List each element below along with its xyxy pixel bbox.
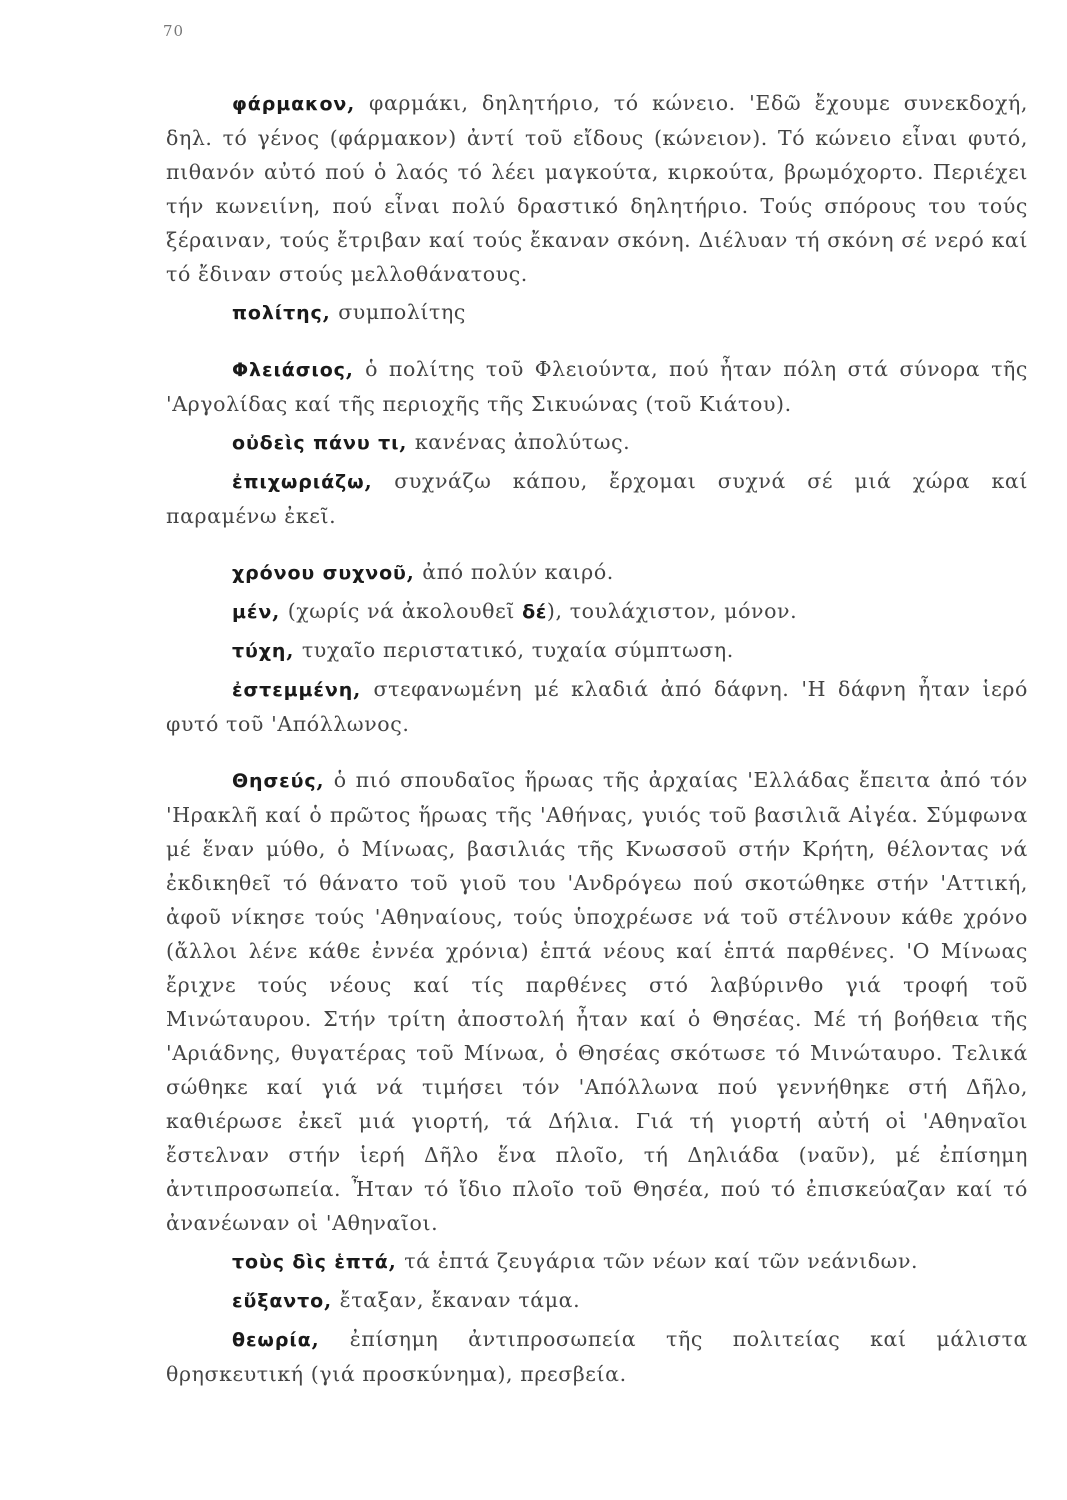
entry-definition: τά ἑπτά ζευγάρια τῶν νέων καί τῶν νεάνιδων. (404, 1249, 919, 1273)
glossary-entry: μέν, (χωρίς νά ἀκολουθεῖ δέ), τουλάχιστον, μόνον. (232, 599, 798, 623)
entry-term: χρόνου συχνοῦ (232, 562, 407, 584)
entry-definition: κανένας ἀπολύτως. (414, 430, 631, 454)
entry-term: φάρμακον (232, 93, 348, 115)
entry-definition: ἀπό πολύν καιρό. (422, 560, 614, 584)
entry-definition: ἐπίσημη ἀντιπροσωπεία τῆς πολιτείας καί μάλιστα θρησκευτική (γιά προσκύνημα), πρεσβεία. (166, 1327, 1028, 1386)
inline-term: δέ (522, 601, 547, 623)
entry-term: Φλειάσιος (232, 359, 346, 381)
glossary-entry: εὔξαντο, ἔταξαν, ἔκαναν τάμα. (232, 1288, 581, 1312)
glossary-entry: οὐδεὶς πάνυ τι, κανένας ἀπολύτως. (232, 430, 631, 454)
glossary-entry: τοὺς δὶς ἑπτά, τά ἑπτά ζευγάρια τῶν νέων καί τῶν νεάνιδων. (232, 1249, 919, 1273)
entry-term: μέν (232, 601, 273, 623)
entry-term: εὔξαντο (232, 1290, 325, 1312)
entry-term: τύχη (232, 640, 287, 662)
page-number: 70 (163, 22, 185, 40)
entry-term: ἐστεμμένη (232, 679, 354, 701)
entry-definition: ἔταξαν, ἔκαναν τάμα. (339, 1288, 581, 1312)
entry-term: τοὺς δὶς ἑπτά (232, 1251, 389, 1273)
entry-term: Θησεύς (232, 770, 317, 792)
glossary-entry: τύχη, τυχαῖο περιστατικό, τυχαία σύμπτωση. (232, 638, 734, 662)
entry-definition: τυχαῖο περιστατικό, τυχαία σύμπτωση. (301, 638, 734, 662)
entry-definition: φαρμάκι, δηλητήριο, τό κώνειο. 'Εδῶ ἔχουμε συνεκδοχή, δηλ. τό γένος (φάρμακον) ἀντί τοῦ εἴδους (κώνειον). Τό κώνειο εἶναι φυτό, πιθανόν αὐτό πού ὁ λαός τό λέει μαγκούτα, κιρκούτα, βρωμόχορτο. Περιέχει τήν κωνειίνη, πού εἶναι πολύ δραστικό δηλητήριο. Τούς σπόρους του τούς ξέραιναν, τούς ἔτριβαν καί τούς ἔκαναν σκόνη. Διέλυαν τή σκόνη σέ νερό καί τό ἔδιναν στούς μελλοθάνατους. (166, 91, 1028, 286)
glossary-entry: πολίτης, συμπολίτης (232, 300, 466, 324)
entry-definition: συμπολίτης (338, 300, 466, 324)
glossary-entry: Θησεύς, ὁ πιό σπουδαῖος ἥρωας τῆς ἀρχαίας 'Ελλάδας ἔπειτα ἀπό τόν 'Ηρακλῆ καί ὁ πρῶτος ἥρωας τῆς 'Αθήνας, γυιός τοῦ βασιλιᾶ Αἰγέα. Σύμφωνα μέ ἕναν μύθο, ὁ Μίνωας, βασιλιάς τῆς Κνωσσοῦ στήν Κρήτη, θέλοντας νά ἐκδικηθεῖ τό θάνατο τοῦ γιοῦ του 'Ανδρόγεω πού σκοτώθηκε στήν 'Αττική, ἀφοῦ νίκησε τούς 'Αθηναίους, τούς ὑποχρέωσε νά τοῦ στέλνουν κάθε χρόνο (ἄλλοι λένε κάθε ἐννέα χρόνια) ἑπτά νέους καί ἑπτά παρθένες. 'Ο Μίνωας ἔριχνε τούς νέους καί τίς παρθένες στό λαβύρινθο γιά τροφή τοῦ Μινώταυρου. Στήν τρίτη ἀποστολή ἦταν καί ὁ Θησέας. Μέ τή βοήθεια τῆς 'Αριάδνης, θυγατέρας τοῦ Μίνωα, ὁ Θησέας σκότωσε τό Μινώταυρο. Τελικά σώθηκε καί γιά νά τιμήσει τόν 'Απόλλωνα πού γεννήθηκε στή Δῆλο, καθιέρωσε ἐκεῖ μιά γιορτή, τά Δήλια. Γιά τή γιορτή αὐτή οἱ 'Αθηναῖοι ἔστελναν στήν ἱερή Δῆλο ἕνα πλοῖο, τή Δηλιάδα (ναῦν), μέ ἐπίσημη ἀντιπροσωπεία. Ἦταν τό ἴδιο πλοῖο τοῦ Θησέα, πού τό ἐπισκεύαζαν καί τό ἀνανέωναν οἱ 'Αθηναῖοι. (166, 768, 1028, 1235)
entry-definition-after: ), τουλάχιστον, μόνον. (546, 599, 798, 623)
entry-definition-before: (χωρίς νά ἀκολουθεῖ (287, 599, 515, 623)
entry-definition: στεφανωμένη μέ κλαδιά ἀπό δάφνη. 'Η δάφνη ἦταν ἱερό φυτό τοῦ 'Απόλλωνος. (166, 677, 1028, 736)
glossary-entry: θεωρία, ἐπίσημη ἀντιπροσωπεία τῆς πολιτείας καί μάλιστα θρησκευτική (γιά προσκύνημα), πρεσβεία. (166, 1327, 1028, 1386)
glossary-entry: ἐστεμμένη, στεφανωμένη μέ κλαδιά ἀπό δάφνη. 'Η δάφνη ἦταν ἱερό φυτό τοῦ 'Απόλλωνος. (166, 677, 1028, 736)
glossary-entry: φάρμακον, φαρμάκι, δηλητήριο, τό κώνειο. 'Εδῶ ἔχουμε συνεκδοχή, δηλ. τό γένος (φάρμακον) ἀντί τοῦ εἴδους (κώνειον). Τό κώνειο εἶναι φυτό, πιθανόν αὐτό πού ὁ λαός τό λέει μαγκούτα, κιρκούτα, βρωμόχορτο. Περιέχει τήν κωνειίνη, πού εἶναι πολύ δραστικό δηλητήριο. Τούς σπόρους του τούς ξέραιναν, τούς ἔτριβαν καί τούς ἔκαναν σκόνη. Διέλυαν τή σκόνη σέ νερό καί τό ἔδιναν στούς μελλοθάνατους. (166, 91, 1028, 286)
glossary-entry: χρόνου συχνοῦ, ἀπό πολύν καιρό. (232, 560, 614, 584)
glossary (166, 86, 1028, 1391)
glossary-entry: Φλειάσιος, ὁ πολίτης τοῦ Φλειούντα, πού ἦταν πόλη στά σύνορα τῆς 'Αργολίδας καί τῆς περιοχῆς τῆς Σικυώνας (τοῦ Κιάτου). (166, 357, 1028, 416)
entry-term: οὐδεὶς πάνυ τι (232, 432, 400, 454)
entry-term: ἐπιχωριάζω (232, 471, 365, 493)
entry-definition: ὁ πιό σπουδαῖος ἥρωας τῆς ἀρχαίας 'Ελλάδας ἔπειτα ἀπό τόν 'Ηρακλῆ καί ὁ πρῶτος ἥρωας τῆς 'Αθήνας, γυιός τοῦ βασιλιᾶ Αἰγέα. Σύμφωνα μέ ἕναν μύθο, ὁ Μίνωας, βασιλιάς τῆς Κνωσσοῦ στήν Κρήτη, θέλοντας νά ἐκδικηθεῖ τό θάνατο τοῦ γιοῦ του 'Ανδρόγεω πού σκοτώθηκε στήν 'Αττική, ἀφοῦ νίκησε τούς 'Αθηναίους, τούς ὑποχρέωσε νά τοῦ στέλνουν κάθε χρόνο (ἄλλοι λένε κάθε ἐννέα χρόνια) ἑπτά νέους καί ἑπτά παρθένες. 'Ο Μίνωας ἔριχνε τούς νέους καί τίς παρθένες στό λαβύρινθο γιά τροφή τοῦ Μινώταυρου. Στήν τρίτη ἀποστολή ἦταν καί ὁ Θησέας. Μέ τή βοήθεια τῆς 'Αριάδνης, θυγατέρας τοῦ Μίνωα, ὁ Θησέας σκότωσε τό Μινώταυρο. Τελικά σώθηκε καί γιά νά τιμήσει τόν 'Απόλλωνα πού γεννήθηκε στή Δῆλο, καθιέρωσε ἐκεῖ μιά γιορτή, τά Δήλια. Γιά τή γιορτή αὐτή οἱ 'Αθηναῖοι ἔστελναν στήν ἱερή Δῆλο ἕνα πλοῖο, τή Δηλιάδα (ναῦν), μέ ἐπίσημη ἀντιπροσωπεία. Ἦταν τό ἴδιο πλοῖο τοῦ Θησέα, πού τό ἐπισκεύαζαν καί τό ἀνανέωναν οἱ 'Αθηναῖοι. (166, 768, 1028, 1235)
entry-term: πολίτης (232, 302, 323, 324)
entry-definition: συχνάζω κάπου, ἔρχομαι συχνά σέ μιά χώρα καί παραμένω ἐκεῖ. (166, 469, 1028, 528)
entry-term: θεωρία (232, 1329, 312, 1351)
entry-definition: ὁ πολίτης τοῦ Φλειούντα, πού ἦταν πόλη στά σύνορα τῆς 'Αργολίδας καί τῆς περιοχῆς τῆς Σικυώνας (τοῦ Κιάτου). (166, 357, 1028, 416)
glossary-entry: ἐπιχωριάζω, συχνάζω κάπου, ἔρχομαι συχνά σέ μιά χώρα καί παραμένω ἐκεῖ. (166, 469, 1028, 528)
